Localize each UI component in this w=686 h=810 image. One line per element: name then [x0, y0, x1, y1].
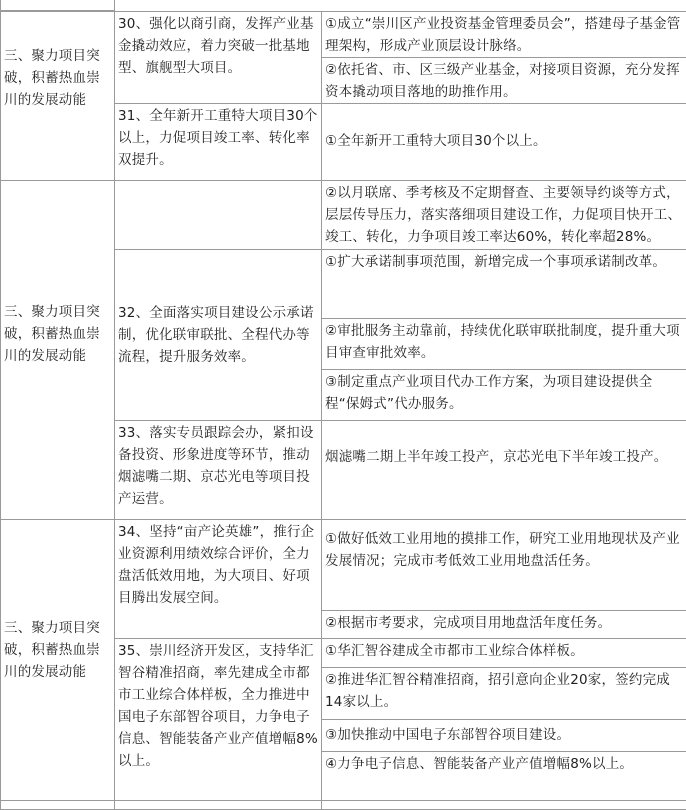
measure-31-1: ①全年新开工重特大项目30个以上。 — [321, 103, 686, 181]
task-category-cell: 三、聚力项目突破，积蓄热血崇川的发展动能 — [0, 519, 115, 801]
task-item-35: 35、崇川经济开发区，支持华汇智谷精准招商，率先建成全市都市工业综合体样板，全力推进中国电子东部智谷项目，力争电子信息、智能装备产业产值增幅8%以上。 — [114, 638, 322, 801]
task-item-31-continued — [114, 180, 322, 250]
measure-31-2: ②以月联席、季考核及不定期督查、主要领导约谈等方式，层层传导压力，落实落细项目建设工作，力促项目快开工、竣工、转化，力争项目竣工率达60%，转化率超28%。 — [321, 180, 686, 250]
measure-32-3: ③制定重点产业项目代办工作方案，为项目建设提供全程“保姆式”代办服务。 — [321, 369, 686, 421]
measure-32-1: ①扩大承诺制事项范围，新增完成一个事项承诺制改革。 — [321, 249, 686, 319]
measure-34-2: ②根据市考要求，完成项目用地盘活年度任务。 — [321, 610, 686, 639]
measure-35-1: ①华汇智谷建成全市都市工业综合体样板。 — [321, 638, 686, 668]
measure-34-1: ①做好低效工业用地的摸排工作，研究工业用地现状及产业发展情况；完成市考低效工业用地盘活任务。 — [321, 519, 686, 611]
task-item-31: 31、全年新开工重特大项目30个以上，力促项目竣工率、转化率双提升。 — [114, 103, 322, 181]
table-cell-bottom-col3 — [321, 800, 686, 810]
table-cell-top-col1 — [0, 0, 115, 11]
table-cell-bottom-col2 — [114, 800, 322, 810]
measure-30-2: ②依托省、市、区三级产业基金，对接项目资源，充分发挥资本撬动项目落地的助推作用。 — [321, 57, 686, 104]
measure-32-2: ②审批服务主动靠前，持续优化联审联批制度，提升重大项目审查审批效率。 — [321, 318, 686, 370]
task-item-34: 34、坚持“亩产论英雄”，推行企业资源利用绩效综合评价，全力盘活低效用地，为大项目、好项目腾出发展空间。 — [114, 519, 322, 639]
measure-35-4: ④力争电子信息、智能装备产业产值增幅8%以上。 — [321, 751, 686, 801]
task-item-32: 32、全面落实项目建设公示承诺制，优化联审联批、全程代办等流程，提升服务效率。 — [114, 249, 322, 421]
measure-30-1: ①成立“崇川区产业投资基金管理委员会”，搭建母子基金管理架构，形成产业顶层设计脉络。 — [321, 11, 686, 58]
task-item-30: 30、强化以商引商，发挥产业基金撬动效应，着力突破一批基地型、旗舰型大项目。 — [114, 11, 322, 104]
measure-33-1: 烟滤嘴二期上半年竣工投产，京芯光电下半年竣工投产。 — [321, 420, 686, 520]
task-category-cell: 三、聚力项目突破，积蓄热血崇川的发展动能 — [0, 180, 115, 520]
task-category-cell: 三、聚力项目突破，积蓄热血崇川的发展动能 — [0, 11, 115, 181]
measure-35-3: ③加快推动中国电子东部智谷项目建设。 — [321, 719, 686, 752]
table-cell-bottom-col1 — [0, 800, 115, 810]
measure-35-2: ②推进华汇智谷精准招商，招引意向企业20家，签约完成14家以上。 — [321, 667, 686, 720]
task-item-33: 33、落实专员跟踪会办，紧扣设备投资、形象进度等环节，推动烟滤嘴二期、京芯光电等项目投产运营。 — [114, 420, 322, 520]
